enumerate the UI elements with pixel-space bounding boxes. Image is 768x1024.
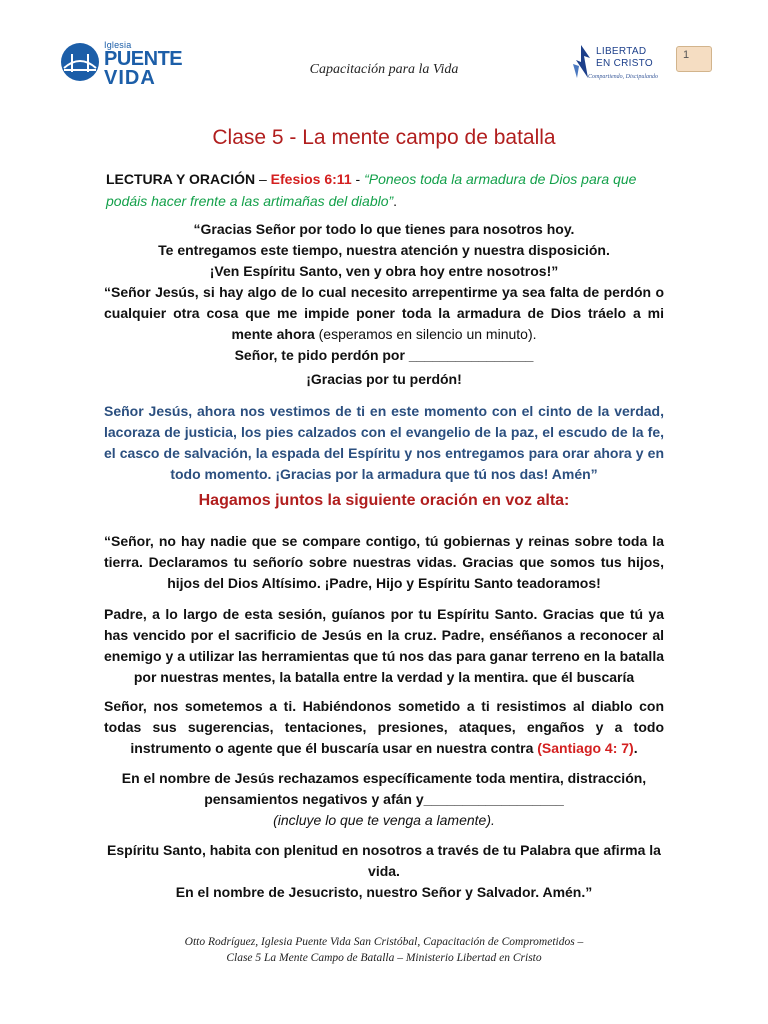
prayer-line: “Señor Jesús, si hay algo de lo cual necesito arrepentirme ya sea falta de perdón o cualquier otra cosa que me impide poner toda la armadura de Dios tráelo a mi mente ahora — [104, 284, 664, 342]
paragraph-text: Señor, nos sometemos a ti. Habiéndonos sometido a ti resistimos al diablo con todas sus sugerencias, tentaciones, presiones, ataques, engaños y a todo instrumento o agente que él buscaría usar en nuestra contra — [104, 698, 664, 756]
prayer-line: En el nombre de Jesucristo, nuestro Señor y Salvador. Amén.” — [175, 884, 593, 900]
prayer-paragraph-4 — [104, 768, 664, 831]
reading-line — [106, 168, 666, 212]
prayer-line: ¡Ven Espíritu Santo, ven y obra hoy entre nosotros!” — [209, 263, 559, 279]
footer-line-1: Otto Rodríguez, Iglesia Puente Vida San Cristóbal, Capacitación de Comprometidos – — [184, 936, 584, 948]
page-title: Clase 5 - La mente campo de batalla — [212, 126, 556, 149]
page-number-badge: 1 — [676, 46, 712, 72]
scripture-quote: “Poneos toda la armadura de Dios para que podáis hacer frente a las artimañas del diablo” — [106, 171, 637, 209]
logo-text-vida: VIDA — [104, 67, 156, 89]
prayer-line: “Gracias Señor por todo lo que tienes para nosotros hoy. — [193, 221, 575, 237]
forgiveness-blank-line: Señor, te pido perdón por ________________ — [234, 347, 534, 363]
logo-text-iglesia: Iglesia — [104, 40, 132, 50]
prayer-line: En el nombre de Jesús rechazamos específicamente toda mentira, distracción, — [121, 770, 647, 786]
logo-text-libertad: LIBERTAD — [596, 46, 647, 57]
logo-text-en-cristo: EN CRISTO — [596, 58, 653, 69]
reading-dash-2: - — [351, 171, 365, 187]
prayer-line: Espíritu Santo, habita con plenitud en nosotros a través de tu Palabra que afirma la vida. — [107, 842, 661, 879]
prayer-line: Te entregamos este tiempo, nuestra atención y nuestra disposición. — [158, 242, 610, 258]
scripture-reference-santiago: (Santiago 4: 7) — [537, 740, 634, 756]
reading-dash: – — [255, 171, 271, 187]
header-title: Capacitación para la Vida — [309, 62, 459, 77]
closing-prayer — [104, 840, 664, 903]
prayer-paragraph-2: Padre, a lo largo de esta sesión, guíanos por tu Espíritu Santo. Gracias que tú ya has vencido por el sacrificio de Jesús en la cruz. Padre, enséñanos a reconocer al enemigo y a utilizar las herramientas que tú nos das para ganar terreno en la batalla por nuestras mentes, la batalla entre la verdad y la mentira. que él buscaría — [104, 606, 664, 685]
gracias-perdon: ¡Gracias por tu perdón! — [306, 371, 462, 387]
repentance-prayer — [104, 282, 664, 345]
instruction-note: (incluye lo que te venga a lamente). — [273, 812, 495, 828]
opening-prayer — [104, 219, 664, 366]
paragraph-end: . — [633, 740, 638, 756]
reading-end: . — [393, 193, 398, 209]
prayer-paragraph-1: “Señor, no hay nadie que se compare contigo, tú gobiernas y reinas sobre toda la tierra. Declaramos tu señorío sobre nuestras vidas. Gracias que somos tus hijos, hijos del Dios Altísimo. ¡Padre, Hijo y Espíritu Santo teadoramos! — [104, 533, 664, 591]
silence-note: (esperamos en silencio un minuto). — [314, 326, 537, 342]
section-heading: Hagamos juntos la siguiente oración en voz alta: — [198, 492, 570, 509]
reading-label: LECTURA Y ORACIÓN — [106, 171, 256, 187]
page-footer — [0, 934, 768, 966]
distraction-blank-line: pensamientos negativos y afán y__________________ — [204, 791, 564, 807]
ministry-logo — [566, 44, 676, 90]
logo-tagline: Compartiendo, Discipulando — [588, 74, 658, 80]
scripture-reference: Efesios 6:11 — [270, 171, 352, 187]
armor-prayer: Señor Jesús, ahora nos vestimos de ti en este momento con el cinto de la verdad, lacoraza de justicia, los pies calzados con el evangelio de la paz, el escudo de la fe, el casco de salvación, la espada del Espíritu y nos entregamos para orar ahora y en todo momento. ¡Gracias por la armadura que tú nos das! Amén” — [104, 403, 664, 482]
prayer-paragraph-3 — [104, 696, 664, 759]
logo-text-puente: PUENTE — [104, 48, 183, 70]
footer-line-2: Clase 5 La Mente Campo de Batalla – Ministerio Libertad en Cristo — [226, 952, 542, 964]
